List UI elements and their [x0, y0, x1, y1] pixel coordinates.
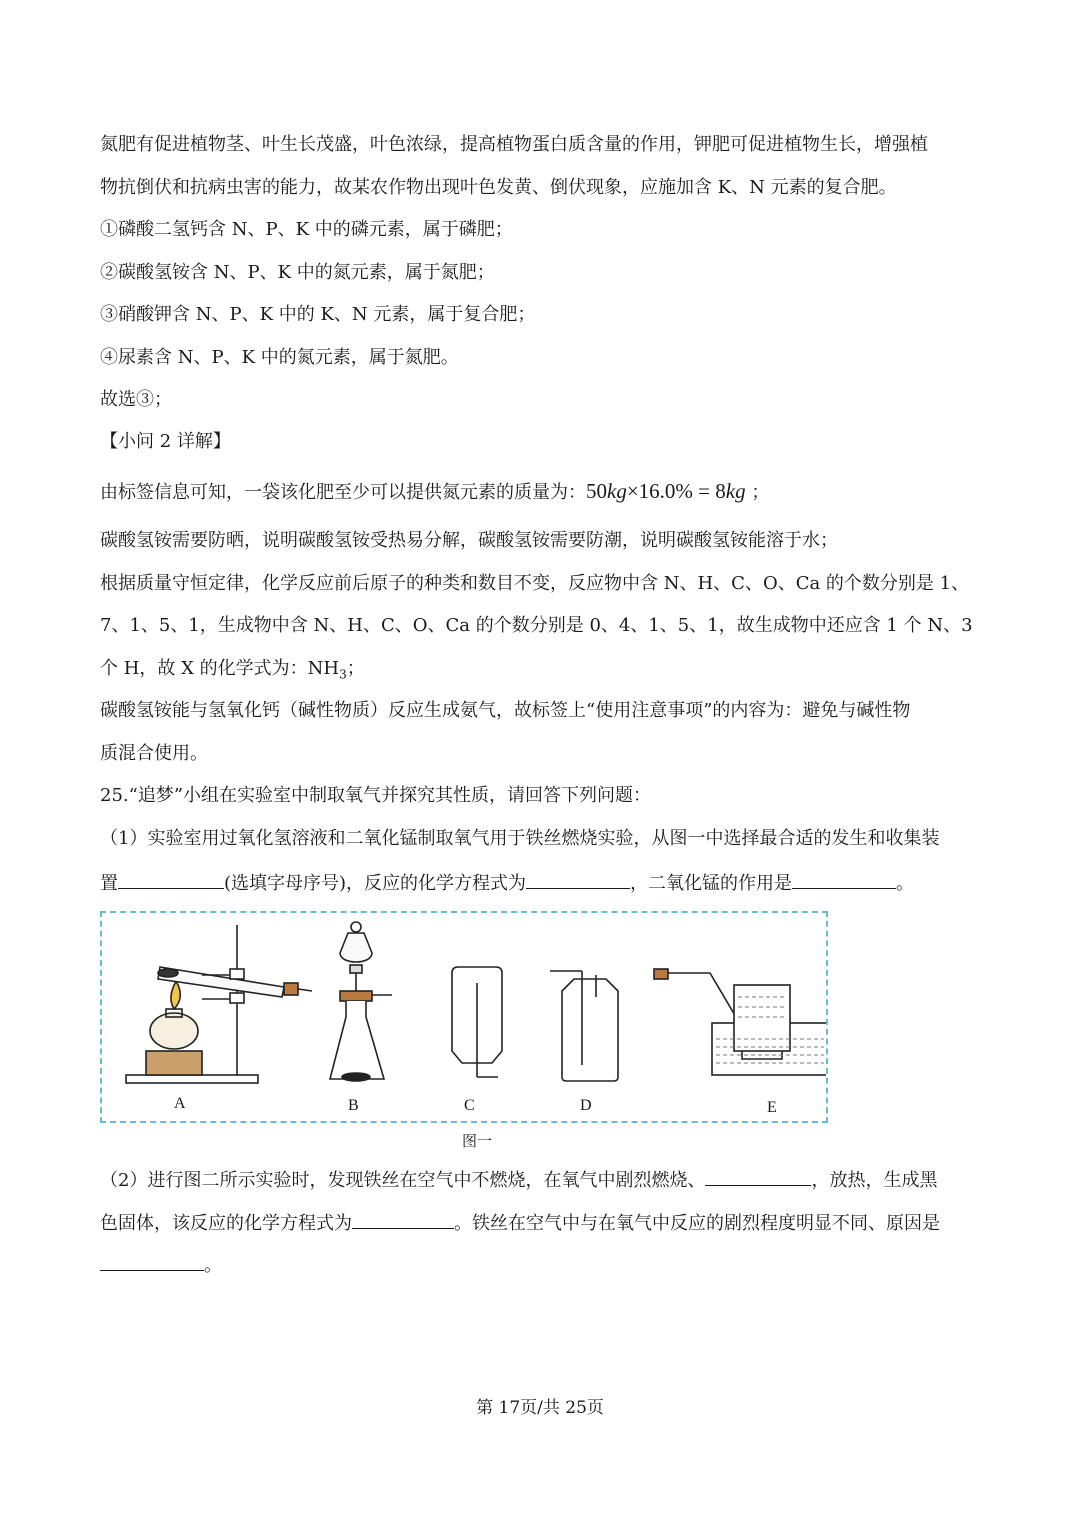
- q2-text-2: ，放热，生成黑: [811, 1170, 938, 1191]
- answer-blank-reason[interactable]: [100, 1252, 204, 1271]
- q2-text-4: 。铁丝在空气中与在氧气中反应的剧烈程度明显不同、原因是: [454, 1213, 940, 1234]
- calc-equation: [586, 479, 746, 503]
- para-nitrogen-2: 物抗倒伏和抗病虫害的能力，故某农作物出现叶色发黄、倒伏现象，应施加含 K、N 元素的复合肥。: [100, 177, 897, 198]
- subquestion-heading: 【小问 2 详解】: [100, 431, 231, 452]
- para-alkali-2: 质混合使用。: [100, 743, 208, 764]
- para-mass-3: [100, 657, 365, 681]
- figure-1-box: [100, 911, 828, 1123]
- para-sun: 碳酸氢铵需要防晒，说明碳酸氢铵受热易分解，碳酸氢铵需要防潮，说明碳酸氢铵能溶于水；: [100, 530, 838, 551]
- eq-op: ×16.0% = 8: [626, 479, 726, 503]
- para-mass-2: 7、1、5、1，生成物中含 N、H、C、O、Ca 的个数分别是 0、4、1、5、1，故生成物中还应含 1 个 N、3: [100, 615, 973, 636]
- q2-text-1: （2）进行图二所示实验时，发现铁丝在空气中不燃烧，在氧气中剧烈燃烧、: [100, 1170, 706, 1191]
- calc-suffix: ；: [745, 482, 770, 503]
- answer-blank-fe-equation[interactable]: [352, 1210, 454, 1229]
- list-item-1: ①磷酸二氢钙含 N、P、K 中的磷元素，属于磷肥；: [100, 219, 513, 240]
- q1-text-1: 置: [100, 873, 118, 894]
- figure-label-b: B: [348, 1097, 359, 1114]
- formula-suffix: ；: [346, 658, 365, 679]
- figure-label-c: C: [464, 1097, 475, 1114]
- question-1-line-2: [100, 870, 914, 896]
- formula-prefix: 个 H，故 X 的化学式为：NH: [100, 658, 340, 679]
- apparatus-a: [126, 925, 312, 1083]
- question-1-line-1: （1）实验室用过氧化氢溶液和二氧化锰制取氧气用于铁丝燃烧实验，从图一中选择最合适的发生和收集装: [100, 828, 940, 849]
- q1-text-4: 。: [896, 873, 915, 894]
- para-alkali-1: 碳酸氢铵能与氢氧化钙（碱性物质）反应生成氨气，故标签上“使用注意事项”的内容为：避免与碱性物: [100, 700, 911, 721]
- para-nitrogen-1: 氮肥有促进植物茎、叶生长茂盛，叶色浓绿，提高植物蛋白质含量的作用，钾肥可促进植物生长，增强植: [100, 134, 928, 155]
- q1-text-3: ，二氧化锰的作用是: [630, 873, 793, 894]
- question-2-line-1: [100, 1167, 937, 1193]
- question-2-line-2: [100, 1210, 940, 1236]
- list-item-4: ④尿素含 N、P、K 中的氮元素，属于氮肥。: [100, 347, 459, 368]
- q2-text-5: 。: [204, 1255, 222, 1276]
- eq-num: 50: [586, 479, 607, 503]
- answer-blank-equation[interactable]: [526, 870, 630, 889]
- answer-blank-mno2-role[interactable]: [792, 870, 896, 889]
- figure-label-d: D: [580, 1097, 592, 1114]
- apparatus-c: [452, 967, 502, 1077]
- eq-unit-1: kg: [607, 479, 627, 503]
- calc-line: [100, 479, 769, 505]
- q1-text-2: (选填字母序号)，反应的化学方程式为: [224, 873, 527, 894]
- question-25-title: 25.“追梦”小组在实验室中制取氧气并探究其性质，请回答下列问题：: [100, 785, 652, 806]
- apparatus-d: [550, 971, 618, 1081]
- list-item-2: ②碳酸氢铵含 N、P、K 中的氮元素，属于氮肥；: [100, 262, 495, 283]
- figure-label-e: E: [767, 1099, 777, 1116]
- para-mass-1: 根据质量守恒定律，化学反应前后原子的种类和数目不变，反应物中含 N、H、C、O、Ca 的个数分别是 1、: [100, 573, 970, 594]
- calc-prefix: 由标签信息可知，一袋该化肥至少可以提供氮元素的质量为：: [100, 482, 586, 503]
- question-2-line-3: [100, 1252, 222, 1278]
- q2-text-3: 色固体，该反应的化学方程式为: [100, 1213, 352, 1234]
- eq-unit-2: kg: [725, 479, 746, 503]
- apparatus-illustration: [102, 913, 826, 1121]
- figure-caption: 图一: [462, 1132, 493, 1150]
- list-item-3: ③硝酸钾含 N、P、K 中的 K、N 元素，属于复合肥；: [100, 304, 536, 325]
- figure-label-a: A: [174, 1095, 186, 1112]
- apparatus-e: [654, 969, 826, 1075]
- answer-choice: 故选③；: [100, 389, 172, 410]
- formula-subscript: 3: [339, 667, 347, 682]
- answer-blank-apparatus[interactable]: [118, 870, 224, 889]
- page-footer: 第 17页/共 25页: [476, 1398, 604, 1418]
- answer-blank-phenomenon[interactable]: [705, 1167, 811, 1186]
- apparatus-b: [330, 922, 392, 1081]
